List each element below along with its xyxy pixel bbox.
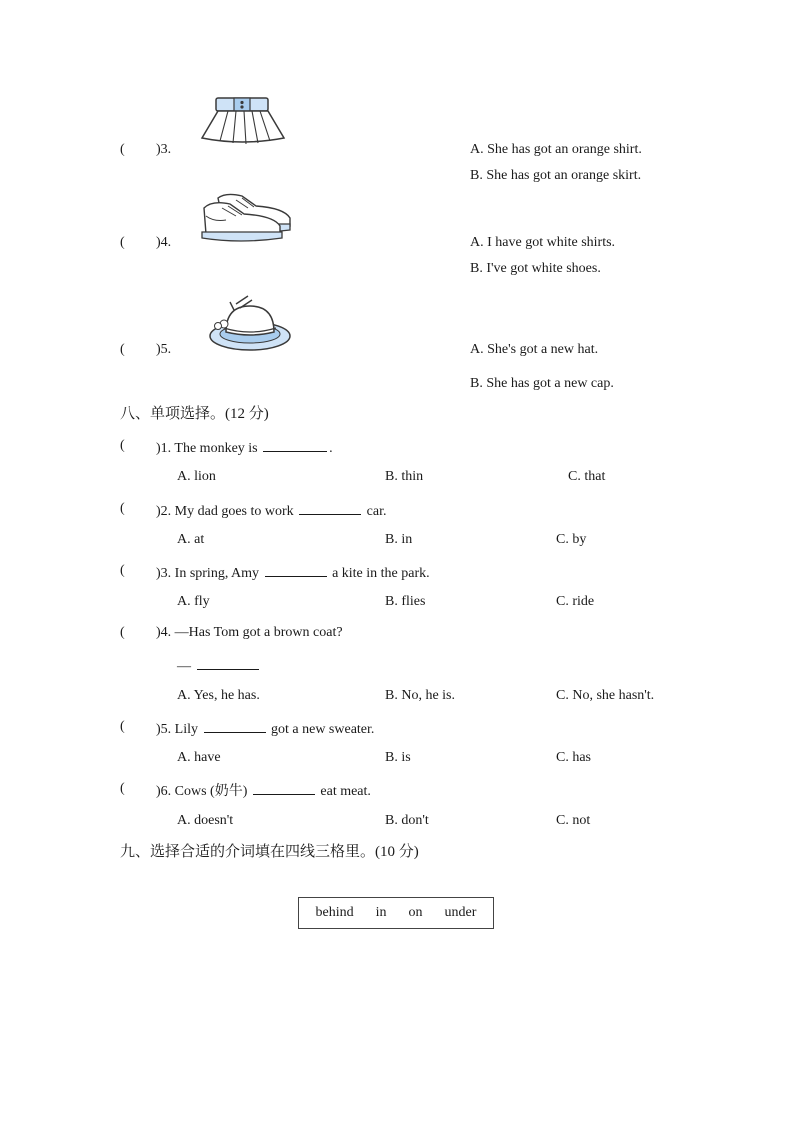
question-stem: [156, 780, 371, 801]
question-text: )4. —Has Tom got a brown coat?: [156, 625, 343, 640]
answer-blank[interactable]: [253, 780, 315, 795]
question-text-end: got a new sweater.: [267, 722, 375, 737]
section-9-title: 九、选择合适的介词填在四线三格里。(10 分): [120, 844, 419, 860]
question-stem: [156, 562, 430, 583]
answer-bracket[interactable]: (: [120, 501, 125, 516]
option-b[interactable]: B. I've got white shoes.: [470, 261, 601, 276]
hat-icon: [204, 292, 296, 356]
option-c[interactable]: C. has: [556, 750, 591, 765]
word-bank-box: [298, 897, 494, 929]
option-b[interactable]: B. don't: [385, 813, 429, 828]
option-a[interactable]: A. have: [177, 750, 221, 765]
question-text-end: eat meat.: [316, 784, 371, 799]
question-text: )3. In spring, Amy: [156, 566, 263, 581]
question-text: )6. Cows (奶牛): [156, 784, 251, 799]
question-stem: [156, 500, 386, 521]
question-stem: [156, 437, 333, 458]
answer-blank[interactable]: [263, 437, 327, 452]
reply-dash: —: [177, 659, 195, 674]
option-b[interactable]: B. is: [385, 750, 411, 765]
question-text-end: .: [329, 441, 333, 456]
option-c[interactable]: C. ride: [556, 594, 595, 609]
answer-bracket[interactable]: (: [120, 563, 125, 578]
option-b[interactable]: B. She has got a new cap.: [470, 376, 614, 391]
option-b[interactable]: B. She has got an orange skirt.: [470, 168, 642, 183]
answer-blank[interactable]: [204, 718, 266, 733]
option-a[interactable]: A. fly: [177, 594, 210, 609]
word-on: on: [408, 905, 423, 920]
option-c[interactable]: C. by: [556, 532, 587, 547]
option-a[interactable]: A. She's got a new hat.: [470, 342, 599, 357]
question-text-end: car.: [363, 504, 387, 519]
question-text-end: a kite in the park.: [328, 566, 430, 581]
question-text: )5. Lily: [156, 722, 202, 737]
option-a[interactable]: A. lion: [177, 469, 216, 484]
question-number: )5.: [156, 342, 172, 357]
option-a[interactable]: A. at: [177, 532, 205, 547]
reply-line: [177, 655, 261, 676]
option-b[interactable]: B. in: [385, 532, 413, 547]
option-b[interactable]: B. thin: [385, 469, 424, 484]
option-a[interactable]: A. Yes, he has.: [177, 688, 260, 703]
answer-bracket[interactable]: (: [120, 625, 125, 640]
question-number: )4.: [156, 235, 172, 250]
word-behind: behind: [315, 905, 354, 920]
shoes-icon: [196, 186, 296, 246]
question-number: )3.: [156, 142, 172, 157]
answer-bracket[interactable]: (: [120, 719, 125, 734]
option-c[interactable]: C. No, she hasn't.: [556, 688, 655, 703]
option-c[interactable]: C. not: [556, 813, 591, 828]
option-b[interactable]: B. flies: [385, 594, 426, 609]
skirt-icon: [198, 94, 290, 150]
word-under: under: [444, 905, 477, 920]
answer-bracket[interactable]: (: [120, 781, 125, 796]
option-a[interactable]: A. She has got an orange shirt.: [470, 142, 642, 157]
question-stem: [156, 718, 374, 739]
option-a[interactable]: A. doesn't: [177, 813, 234, 828]
word-in: in: [375, 905, 387, 920]
option-a[interactable]: A. I have got white shirts.: [470, 235, 616, 250]
option-b[interactable]: B. No, he is.: [385, 688, 455, 703]
section-8-title: 八、单项选择。(12 分): [120, 406, 269, 422]
answer-bracket[interactable]: (: [120, 342, 125, 357]
answer-blank[interactable]: [299, 500, 361, 515]
answer-blank[interactable]: [265, 562, 327, 577]
question-text: )2. My dad goes to work: [156, 504, 298, 519]
answer-bracket[interactable]: (: [120, 142, 125, 157]
answer-bracket[interactable]: (: [120, 438, 125, 453]
option-c[interactable]: C. that: [568, 469, 606, 484]
answer-bracket[interactable]: (: [120, 235, 125, 250]
question-text: )1. The monkey is: [156, 441, 262, 456]
answer-blank[interactable]: [197, 655, 259, 670]
